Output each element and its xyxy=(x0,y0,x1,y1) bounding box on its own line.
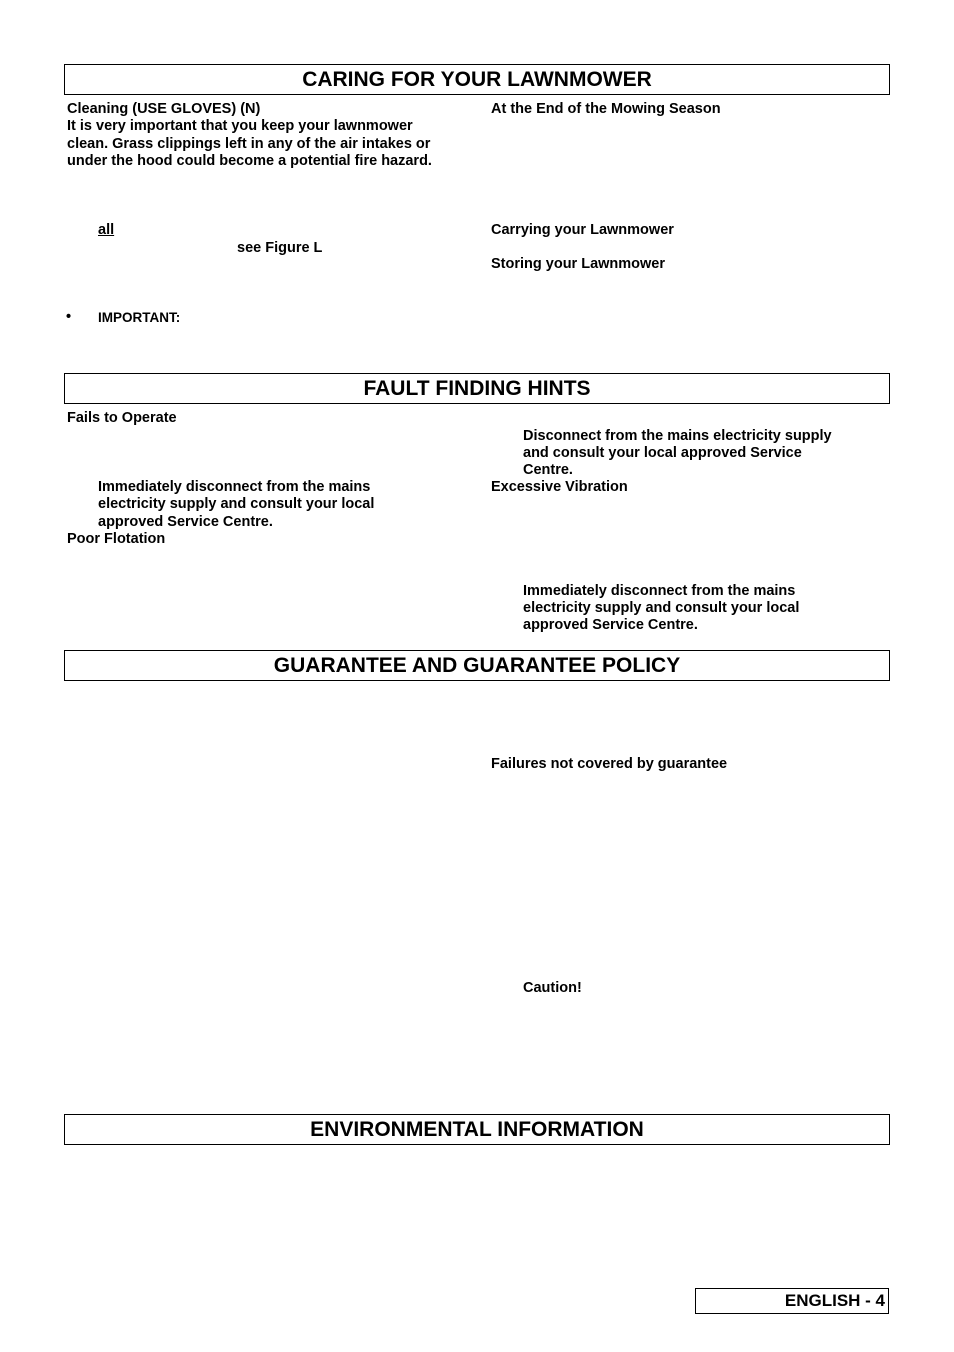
fails-to-operate-heading: Fails to Operate xyxy=(67,410,177,426)
immediately-left-line-1: Immediately disconnect from the mains xyxy=(98,479,371,495)
cleaning-text-line-1: It is very important that you keep your lawnmower xyxy=(67,118,413,134)
failures-not-covered-heading: Failures not covered by guarantee xyxy=(491,756,728,772)
immediately-right-line-3: approved Service Centre. xyxy=(523,617,698,633)
immediately-right-line-1: Immediately disconnect from the mains xyxy=(523,583,796,599)
disconnect-line-2: and consult your local approved Service xyxy=(523,445,802,461)
storing-heading: Storing your Lawnmower xyxy=(491,256,666,272)
important-label: IMPORTANT: xyxy=(98,310,181,325)
carrying-heading: Carrying your Lawnmower xyxy=(491,222,674,238)
page-number: ENGLISH - 4 xyxy=(695,1288,889,1314)
cleaning-text-line-2: clean. Grass clippings left in any of the air intakes or xyxy=(67,135,431,152)
section-heading-fault: FAULT FINDING HINTS xyxy=(64,373,890,404)
end-of-season-heading: At the End of the Mowing Season xyxy=(491,101,721,117)
disconnect-line-3: Centre. xyxy=(523,462,573,478)
section-heading-environment: ENVIRONMENTAL INFORMATION xyxy=(64,1114,890,1145)
bullet-icon: • xyxy=(66,309,72,325)
section-heading-guarantee: GUARANTEE AND GUARANTEE POLICY xyxy=(64,650,890,681)
cleaning-text-line-3: under the hood could become a potential fire hazard. xyxy=(67,153,432,169)
excessive-vibration-heading: Excessive Vibration xyxy=(491,479,628,495)
disconnect-line-1: Disconnect from the mains electricity supply xyxy=(523,428,832,444)
see-figure-reference: see Figure L xyxy=(237,240,323,256)
poor-flotation-heading: Poor Flotation xyxy=(67,531,166,547)
section-heading-caring: CARING FOR YOUR LAWNMOWER xyxy=(64,64,890,95)
immediately-left-line-3: approved Service Centre. xyxy=(98,514,273,530)
cleaning-heading: Cleaning (USE GLOVES) (N) xyxy=(67,101,261,117)
all-emphasis: all xyxy=(98,222,115,238)
immediately-left-line-2: electricity supply and consult your local xyxy=(98,496,375,512)
immediately-right-line-2: electricity supply and consult your local xyxy=(523,600,800,616)
caution-label: Caution! xyxy=(523,980,582,996)
